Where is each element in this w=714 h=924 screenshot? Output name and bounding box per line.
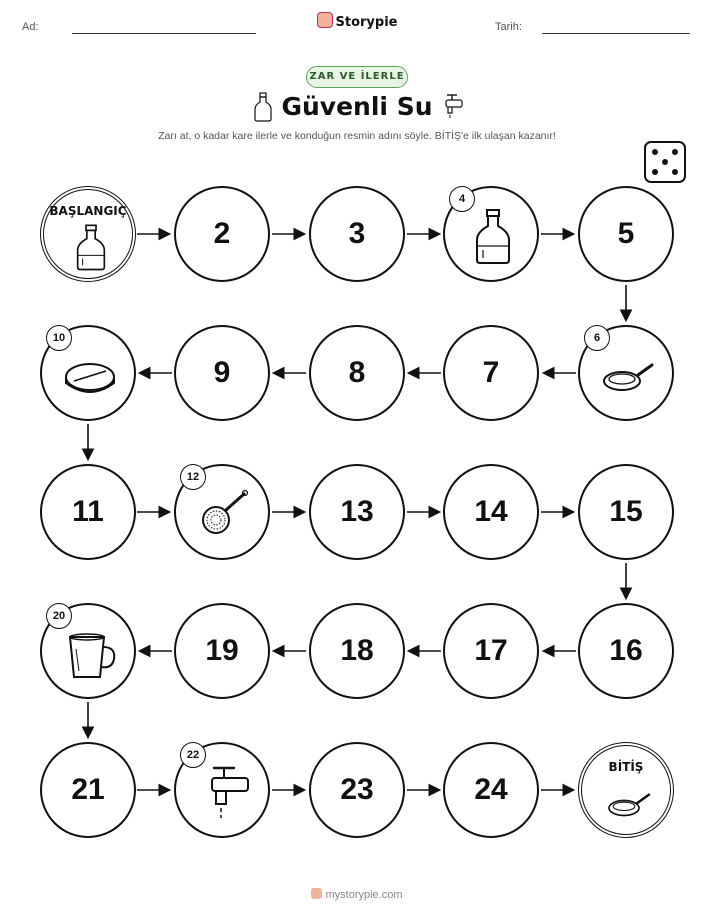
board-cell [40, 325, 136, 421]
board-cell [309, 325, 405, 421]
pan-icon [598, 345, 658, 405]
cup-icon [60, 623, 120, 683]
cell-number: 14 [474, 495, 508, 528]
cell-number: 23 [340, 773, 374, 806]
board-cell [443, 186, 539, 282]
cell-number: 15 [609, 495, 643, 528]
pan-icon [604, 778, 654, 828]
strainer-icon [194, 484, 254, 544]
board-cell [443, 464, 539, 560]
board-cell [309, 464, 405, 560]
cell-number: 16 [609, 634, 643, 667]
brand-name: Storypie [335, 15, 398, 30]
cell-number: 13 [340, 495, 374, 528]
cell-number: 5 [617, 217, 635, 250]
tablet-icon [60, 345, 120, 405]
board-cell [174, 603, 270, 699]
bottle-icon [66, 222, 116, 272]
board-cell [309, 742, 405, 838]
cell-number: 9 [213, 356, 231, 389]
storypie-logo-icon [311, 888, 322, 899]
footer-url: mystorypie.com [325, 889, 403, 901]
board-cell [174, 742, 270, 838]
board-cell [40, 464, 136, 560]
board-cell [443, 603, 539, 699]
finish-cell [578, 742, 674, 838]
bottle-icon [463, 206, 523, 266]
faucet-icon [194, 762, 254, 822]
footer [0, 888, 714, 901]
board-cell [174, 325, 270, 421]
cell-number: 17 [474, 634, 508, 667]
cell-number: 18 [340, 634, 374, 667]
cell-number-badge: 6 [584, 325, 610, 351]
finish-label: BİTİŞ [608, 760, 644, 774]
cell-number-badge: 4 [449, 186, 475, 212]
date-label: Tarih: [495, 21, 522, 33]
game-type-badge: ZAR VE İLERLE [306, 66, 408, 88]
board-cell [443, 325, 539, 421]
cell-number: 21 [71, 773, 105, 806]
instructions: Zarı at, o kadar kare ilerle ve konduğun resmin adını söyle. BİTİŞ'e ilk ulaşan kazanır! [158, 130, 556, 142]
board-cell [578, 186, 674, 282]
start-label: BAŞLANGIÇ [49, 204, 127, 218]
cell-number: 24 [474, 773, 508, 806]
board-cell [309, 603, 405, 699]
page-title: Güvenli Su [281, 92, 433, 121]
cell-number: 3 [348, 217, 366, 250]
cell-number: 11 [72, 495, 104, 528]
board-cell [40, 742, 136, 838]
cell-number-badge: 12 [180, 464, 206, 490]
name-label: Ad: [22, 21, 39, 33]
cell-number-badge: 10 [46, 325, 72, 351]
board-cell [40, 603, 136, 699]
cell-number: 2 [213, 217, 231, 250]
cell-number-badge: 22 [180, 742, 206, 768]
board-cell [309, 186, 405, 282]
board-cell [578, 464, 674, 560]
cell-number-badge: 20 [46, 603, 72, 629]
cell-number: 19 [205, 634, 239, 667]
board-cell [174, 464, 270, 560]
cell-number: 8 [348, 356, 366, 389]
board-cell [578, 603, 674, 699]
board-cell [174, 186, 270, 282]
start-cell [40, 186, 136, 282]
cell-number: 7 [482, 356, 500, 389]
board-cell [443, 742, 539, 838]
board-cell [578, 325, 674, 421]
